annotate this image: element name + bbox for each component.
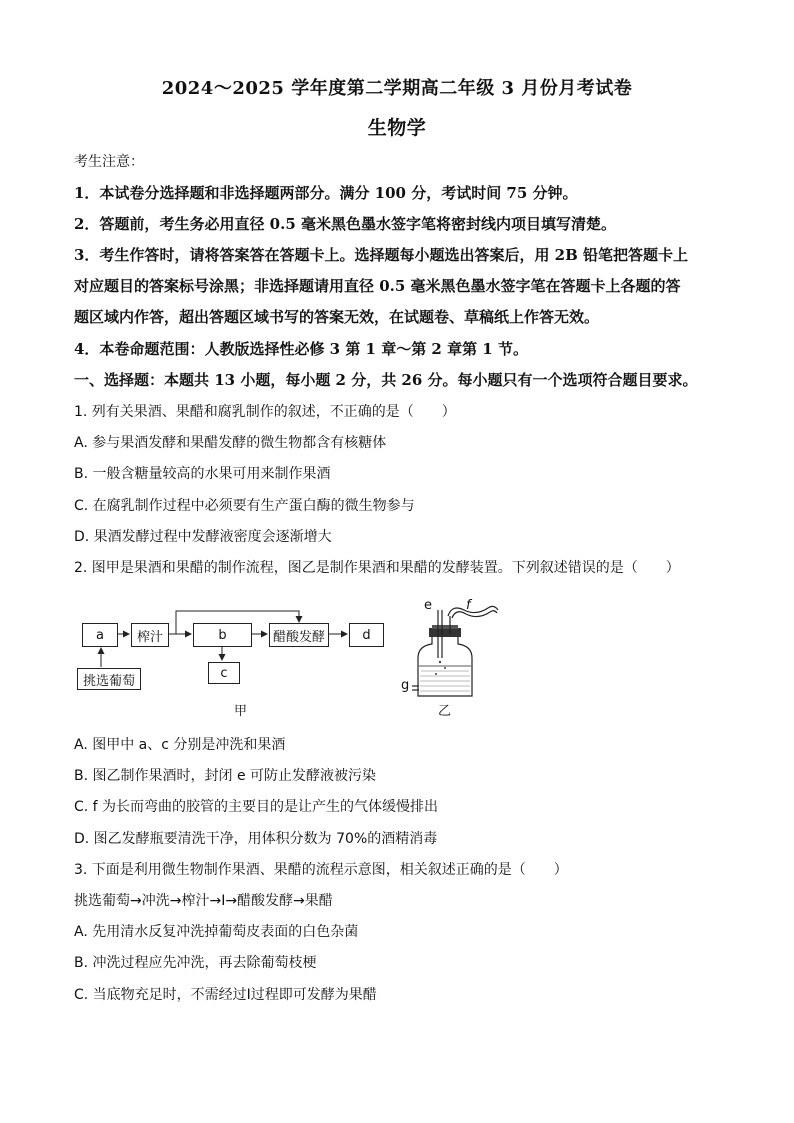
- q2-option-d: D. 图乙发酵瓶要清洗干净，用体积分数为 70%的酒精消毒: [74, 831, 438, 847]
- diagram-label-yi: 乙: [438, 704, 452, 719]
- q3-flow: 挑选葡萄→冲洗→榨汁→Ⅰ→醋酸发酵→果醋: [74, 893, 333, 909]
- notice-item-2: 2．答题前，考生务必用直径 0.5 毫米黑色墨水签字笔将密封线内项目填写清楚。: [74, 215, 616, 233]
- fermentation-bottle-illustration: [398, 598, 508, 716]
- q2-stem: 2. 图甲是果酒和果醋的制作流程，图乙是制作果酒和果醋的发酵装置。下列叙述错误的是（ ）: [74, 560, 680, 576]
- flow-box-a: a: [82, 623, 118, 647]
- notice-heading: 考生注意：: [74, 154, 144, 170]
- bottle-label-e: e: [424, 598, 432, 613]
- q3-option-b: B. 冲洗过程应先冲洗，再去除葡萄枝梗: [74, 955, 317, 971]
- exam-title: 2024～2025 学年度第二学期高二年级 3 月份月考试卷: [161, 78, 633, 99]
- section-heading: 一、选择题：本题共 13 小题，每小题 2 分，共 26 分。每小题只有一个选项符合题目要求。: [74, 371, 698, 389]
- flow-box-c: c: [208, 662, 240, 684]
- q2-diagram-yi: [398, 598, 508, 719]
- flow-box-d: d: [349, 623, 384, 647]
- q1-stem: 1. 列有关果酒、果醋和腐乳制作的叙述，不正确的是（ ）: [74, 404, 456, 420]
- notice-item-3: 3．考生作答时，请将答案答在答题卡上。选择题每小题选出答案后，用 2B 铅笔把答题卡上: [74, 246, 689, 264]
- notice-item-4: 4．本卷命题范围：人教版选择性必修 3 第 1 章～第 2 章第 1 节。: [74, 340, 528, 358]
- flow-box-b: b: [193, 623, 252, 647]
- bottle-label-g: g: [401, 678, 410, 693]
- flow-box-press: 榨汁: [131, 623, 169, 647]
- flow-box-vinegar: 醋酸发酵: [269, 623, 329, 647]
- q3-option-a: A. 先用清水反复冲洗掉葡萄皮表面的白色杂菌: [74, 924, 359, 940]
- notice-item-3-cont: 对应题目的答案标号涂黑；非选择题请用直径 0.5 毫米黑色墨水签字笔在答题卡上各题的答: [74, 277, 681, 295]
- diagram-label-jia: 甲: [234, 704, 248, 719]
- q1-option-c: C. 在腐乳制作过程中必须要有生产蛋白酶的微生物参与: [74, 498, 415, 514]
- q1-option-d: D. 果酒发酵过程中发酵液密度会逐渐增大: [74, 529, 332, 545]
- q3-stem: 3. 下面是利用微生物制作果酒、果醋的流程示意图，相关叙述正确的是（ ）: [74, 862, 568, 878]
- notice-item-3-cont2: 题区域内作答，超出答题区域书写的答案无效，在试题卷、草稿纸上作答无效。: [74, 308, 600, 326]
- q1-option-b: B. 一般含糖量较高的水果可用来制作果酒: [74, 466, 331, 482]
- q2-option-a: A. 图甲中 a、c 分别是冲洗和果酒: [74, 737, 286, 753]
- notice-item-1: 1．本试卷分选择题和非选择题两部分。满分 100 分，考试时间 75 分钟。: [74, 184, 578, 202]
- flow-box-select: 挑选葡萄: [77, 668, 141, 690]
- q2-option-b: B. 图乙制作果酒时，封闭 e 可防止发酵液被污染: [74, 768, 377, 784]
- q2-option-c: C. f 为长而弯曲的胶管的主要目的是让产生的气体缓慢排出: [74, 799, 439, 815]
- subject-title: 生物学: [367, 117, 427, 139]
- bottle-label-f: f: [466, 598, 471, 613]
- q1-option-a: A. 参与果酒发酵和果醋发酵的微生物都含有核糖体: [74, 435, 387, 451]
- q3-option-c: C. 当底物充足时，不需经过Ⅰ过程即可发酵为果醋: [74, 987, 377, 1003]
